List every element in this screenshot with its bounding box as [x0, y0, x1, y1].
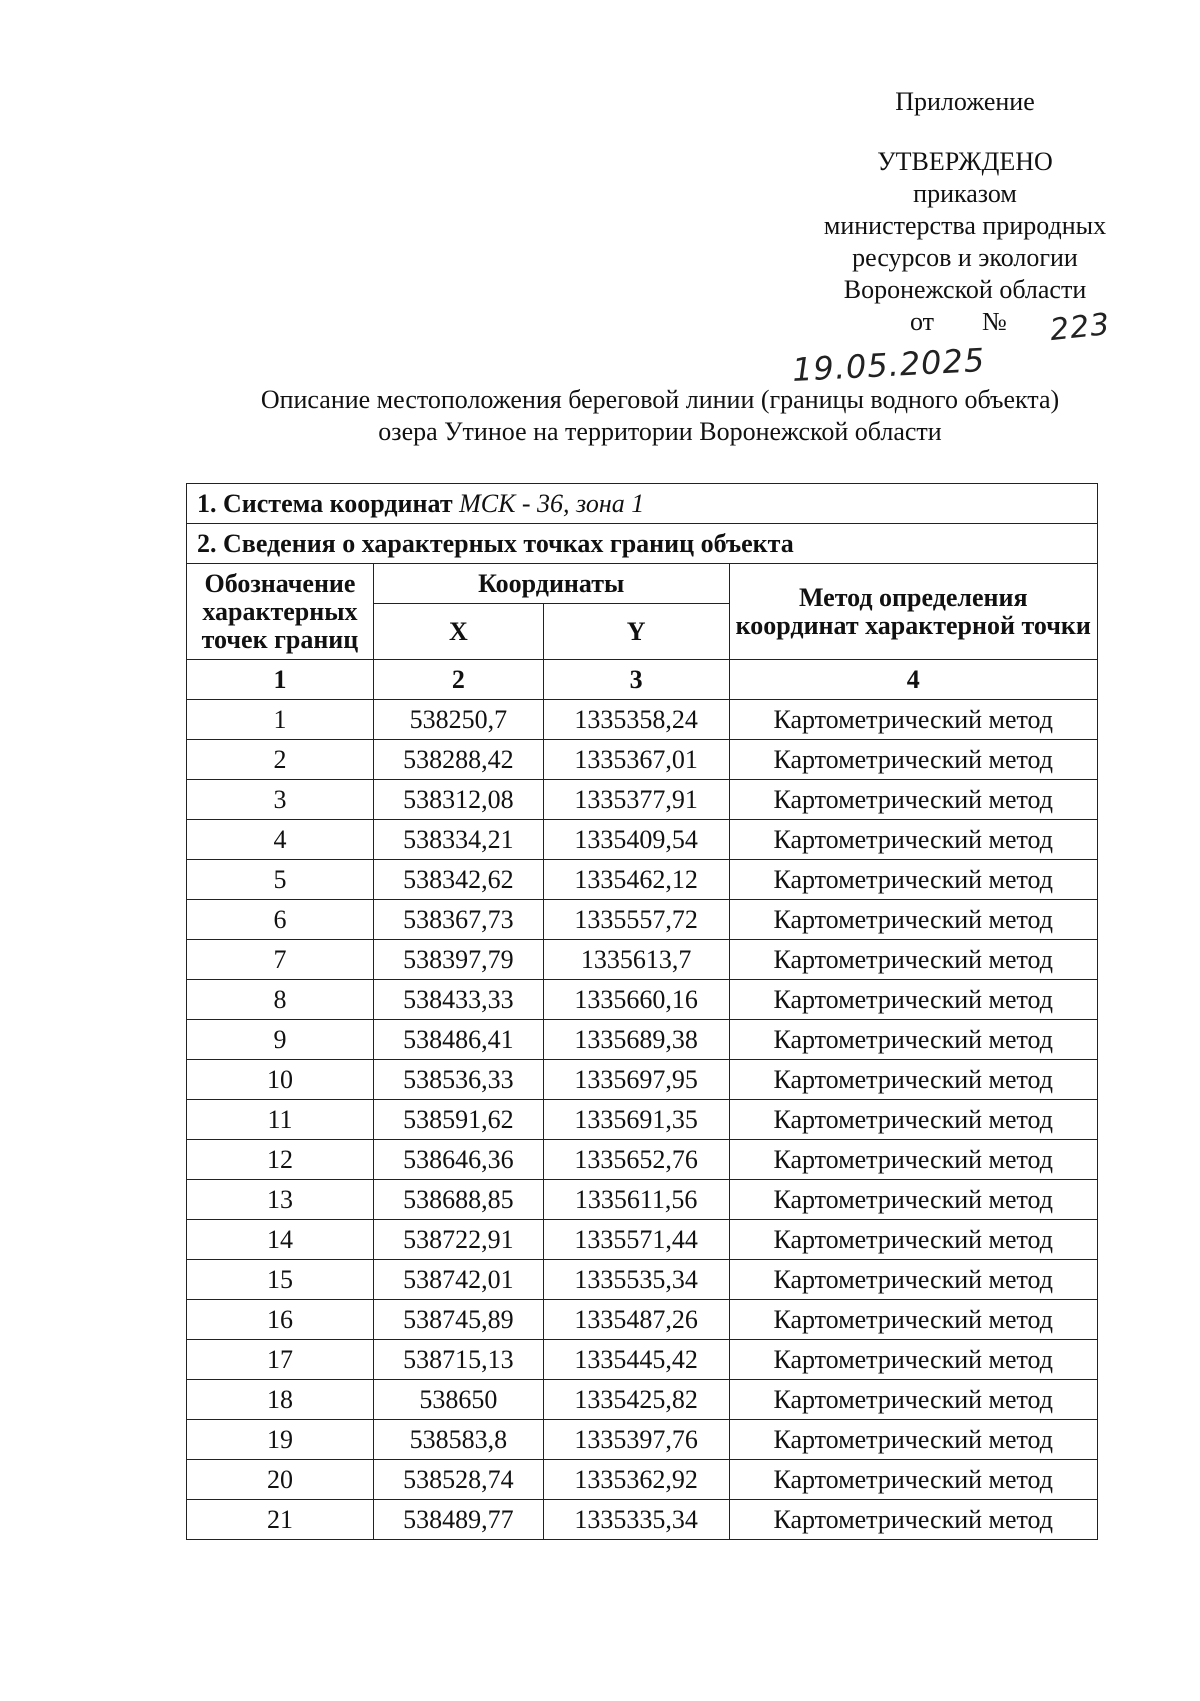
handwritten-order-number: 223: [1048, 306, 1112, 349]
table-row: [187, 820, 1098, 860]
table-row: [187, 1060, 1098, 1100]
number-label: №: [982, 307, 1007, 336]
x-coordinate-cell: 538250,7: [373, 700, 543, 740]
x-coordinate-cell: 538433,33: [373, 980, 543, 1020]
method-cell: Картометрический метод: [729, 1420, 1097, 1460]
table-row: [187, 780, 1098, 820]
table-row: [187, 1380, 1098, 1420]
method-cell: Картометрический метод: [729, 1380, 1097, 1420]
x-coordinate-cell: 538715,13: [373, 1340, 543, 1380]
title-line-1: Описание местоположения береговой линии (границы водного объекта): [260, 385, 1060, 414]
y-coordinate-cell: 1335611,56: [543, 1180, 729, 1220]
method-cell: Картометрический метод: [729, 1300, 1097, 1340]
y-coordinate-cell: 1335462,12: [543, 860, 729, 900]
method-cell: Картометрический метод: [729, 1500, 1097, 1540]
point-id-cell: 18: [187, 1380, 374, 1420]
header-x-cell: X: [373, 604, 543, 660]
approval-order-line: приказом: [913, 179, 1017, 208]
method-cell: Картометрический метод: [729, 820, 1097, 860]
header-method-cell: Метод определения координат характерной точки: [729, 564, 1097, 660]
point-id-cell: 14: [187, 1220, 374, 1260]
table-row: [187, 900, 1098, 940]
table-row: [187, 1140, 1098, 1180]
point-id-cell: 6: [187, 900, 374, 940]
table-row: [187, 1300, 1098, 1340]
table-row: [187, 1500, 1098, 1540]
method-cell: Картометрический метод: [729, 860, 1097, 900]
points-info-row: [187, 524, 1098, 564]
table-row: [187, 1220, 1098, 1260]
method-cell: Картометрический метод: [729, 1340, 1097, 1380]
y-coordinate-cell: 1335689,38: [543, 1020, 729, 1060]
method-cell: Картометрический метод: [729, 1180, 1097, 1220]
table-row: [187, 740, 1098, 780]
y-coordinate-cell: 1335660,16: [543, 980, 729, 1020]
x-coordinate-cell: 538312,08: [373, 780, 543, 820]
column-number-row: [187, 660, 1098, 700]
table-row: [187, 1100, 1098, 1140]
point-id-cell: 12: [187, 1140, 374, 1180]
x-coordinate-cell: 538646,36: [373, 1140, 543, 1180]
x-coordinate-cell: 538342,62: [373, 860, 543, 900]
y-coordinate-cell: 1335377,91: [543, 780, 729, 820]
x-coordinate-cell: 538489,77: [373, 1500, 543, 1540]
method-cell: Картометрический метод: [729, 740, 1097, 780]
method-cell: Картометрический метод: [729, 1140, 1097, 1180]
point-id-cell: 9: [187, 1020, 374, 1060]
method-cell: Картометрический метод: [729, 1260, 1097, 1300]
x-coordinate-cell: 538742,01: [373, 1260, 543, 1300]
coordinate-system-cell: [187, 484, 1098, 524]
point-id-cell: 8: [187, 980, 374, 1020]
coordinate-system-value: МСК - 36, зона 1: [459, 488, 645, 518]
coordinate-system-label: 1. Система координат: [197, 488, 460, 518]
point-id-cell: 4: [187, 820, 374, 860]
x-coordinate-cell: 538397,79: [373, 940, 543, 980]
point-id-cell: 11: [187, 1100, 374, 1140]
table-row: [187, 1180, 1098, 1220]
document-title: [190, 384, 1130, 448]
point-id-cell: 17: [187, 1340, 374, 1380]
method-cell: Картометрический метод: [729, 1460, 1097, 1500]
y-coordinate-cell: 1335652,76: [543, 1140, 729, 1180]
table-row: [187, 1340, 1098, 1380]
y-coordinate-cell: 1335697,95: [543, 1060, 729, 1100]
table-row: [187, 1020, 1098, 1060]
x-coordinate-cell: 538722,91: [373, 1220, 543, 1260]
x-coordinate-cell: 538745,89: [373, 1300, 543, 1340]
x-coordinate-cell: 538367,73: [373, 900, 543, 940]
y-coordinate-cell: 1335571,44: [543, 1220, 729, 1260]
point-id-cell: 20: [187, 1460, 374, 1500]
x-coordinate-cell: 538288,42: [373, 740, 543, 780]
y-coordinate-cell: 1335409,54: [543, 820, 729, 860]
coordinate-system-row: [187, 484, 1098, 524]
header-row-1: [187, 564, 1098, 604]
method-cell: Картометрический метод: [729, 780, 1097, 820]
x-coordinate-cell: 538583,8: [373, 1420, 543, 1460]
title-line-2: озера Утиное на территории Воронежской области: [378, 417, 942, 446]
approval-ministry-line: министерства природных: [823, 211, 1107, 240]
method-cell: Картометрический метод: [729, 1100, 1097, 1140]
approved-stamp-text: УТВЕРЖДЕНО: [877, 147, 1053, 176]
col-number-3: 3: [543, 660, 729, 700]
header-point-cell: Обозначение характерных точек границ: [187, 564, 374, 660]
point-id-cell: 16: [187, 1300, 374, 1340]
x-coordinate-cell: 538650: [373, 1380, 543, 1420]
x-coordinate-cell: 538536,33: [373, 1060, 543, 1100]
point-id-cell: 13: [187, 1180, 374, 1220]
table-row: [187, 700, 1098, 740]
point-id-cell: 15: [187, 1260, 374, 1300]
y-coordinate-cell: 1335691,35: [543, 1100, 729, 1140]
x-coordinate-cell: 538591,62: [373, 1100, 543, 1140]
y-coordinate-cell: 1335445,42: [543, 1340, 729, 1380]
method-cell: Картометрический метод: [729, 1220, 1097, 1260]
y-coordinate-cell: 1335335,34: [543, 1500, 729, 1540]
method-cell: Картометрический метод: [729, 980, 1097, 1020]
method-cell: Картометрический метод: [729, 1020, 1097, 1060]
appendix-label: Приложение: [895, 87, 1035, 116]
col-number-4: 4: [729, 660, 1097, 700]
approval-region-line: Воронежской области: [843, 275, 1087, 304]
table-row: [187, 860, 1098, 900]
table-row: [187, 1260, 1098, 1300]
method-cell: Картометрический метод: [729, 900, 1097, 940]
table-row: [187, 940, 1098, 980]
method-cell: Картометрический метод: [729, 700, 1097, 740]
point-id-cell: 3: [187, 780, 374, 820]
x-coordinate-cell: 538688,85: [373, 1180, 543, 1220]
table-row: [187, 1420, 1098, 1460]
y-coordinate-cell: 1335397,76: [543, 1420, 729, 1460]
x-coordinate-cell: 538334,21: [373, 820, 543, 860]
table-row: [187, 1460, 1098, 1500]
y-coordinate-cell: 1335362,92: [543, 1460, 729, 1500]
point-id-cell: 19: [187, 1420, 374, 1460]
point-id-cell: 21: [187, 1500, 374, 1540]
from-label: от: [910, 307, 935, 336]
point-id-cell: 2: [187, 740, 374, 780]
point-id-cell: 10: [187, 1060, 374, 1100]
x-coordinate-cell: 538528,74: [373, 1460, 543, 1500]
method-cell: Картометрический метод: [729, 940, 1097, 980]
col-number-2: 2: [373, 660, 543, 700]
y-coordinate-cell: 1335487,26: [543, 1300, 729, 1340]
header-y-cell: Y: [543, 604, 729, 660]
method-cell: Картометрический метод: [729, 1060, 1097, 1100]
point-id-cell: 7: [187, 940, 374, 980]
y-coordinate-cell: 1335358,24: [543, 700, 729, 740]
point-id-cell: 1: [187, 700, 374, 740]
y-coordinate-cell: 1335613,7: [543, 940, 729, 980]
handwritten-order-date: 19.05.2025: [791, 340, 987, 390]
y-coordinate-cell: 1335557,72: [543, 900, 729, 940]
x-coordinate-cell: 538486,41: [373, 1020, 543, 1060]
table-row: [187, 980, 1098, 1020]
approval-block: [780, 86, 1150, 338]
y-coordinate-cell: 1335535,34: [543, 1260, 729, 1300]
approval-resources-line: ресурсов и экологии: [852, 243, 1078, 272]
table-body: [187, 700, 1098, 1540]
y-coordinate-cell: 1335425,82: [543, 1380, 729, 1420]
coordinates-table: [186, 483, 1098, 1540]
y-coordinate-cell: 1335367,01: [543, 740, 729, 780]
header-coords-cell: Координаты: [373, 564, 729, 604]
point-id-cell: 5: [187, 860, 374, 900]
points-info-cell: 2. Сведения о характерных точках границ объекта: [187, 524, 1098, 564]
col-number-1: 1: [187, 660, 374, 700]
